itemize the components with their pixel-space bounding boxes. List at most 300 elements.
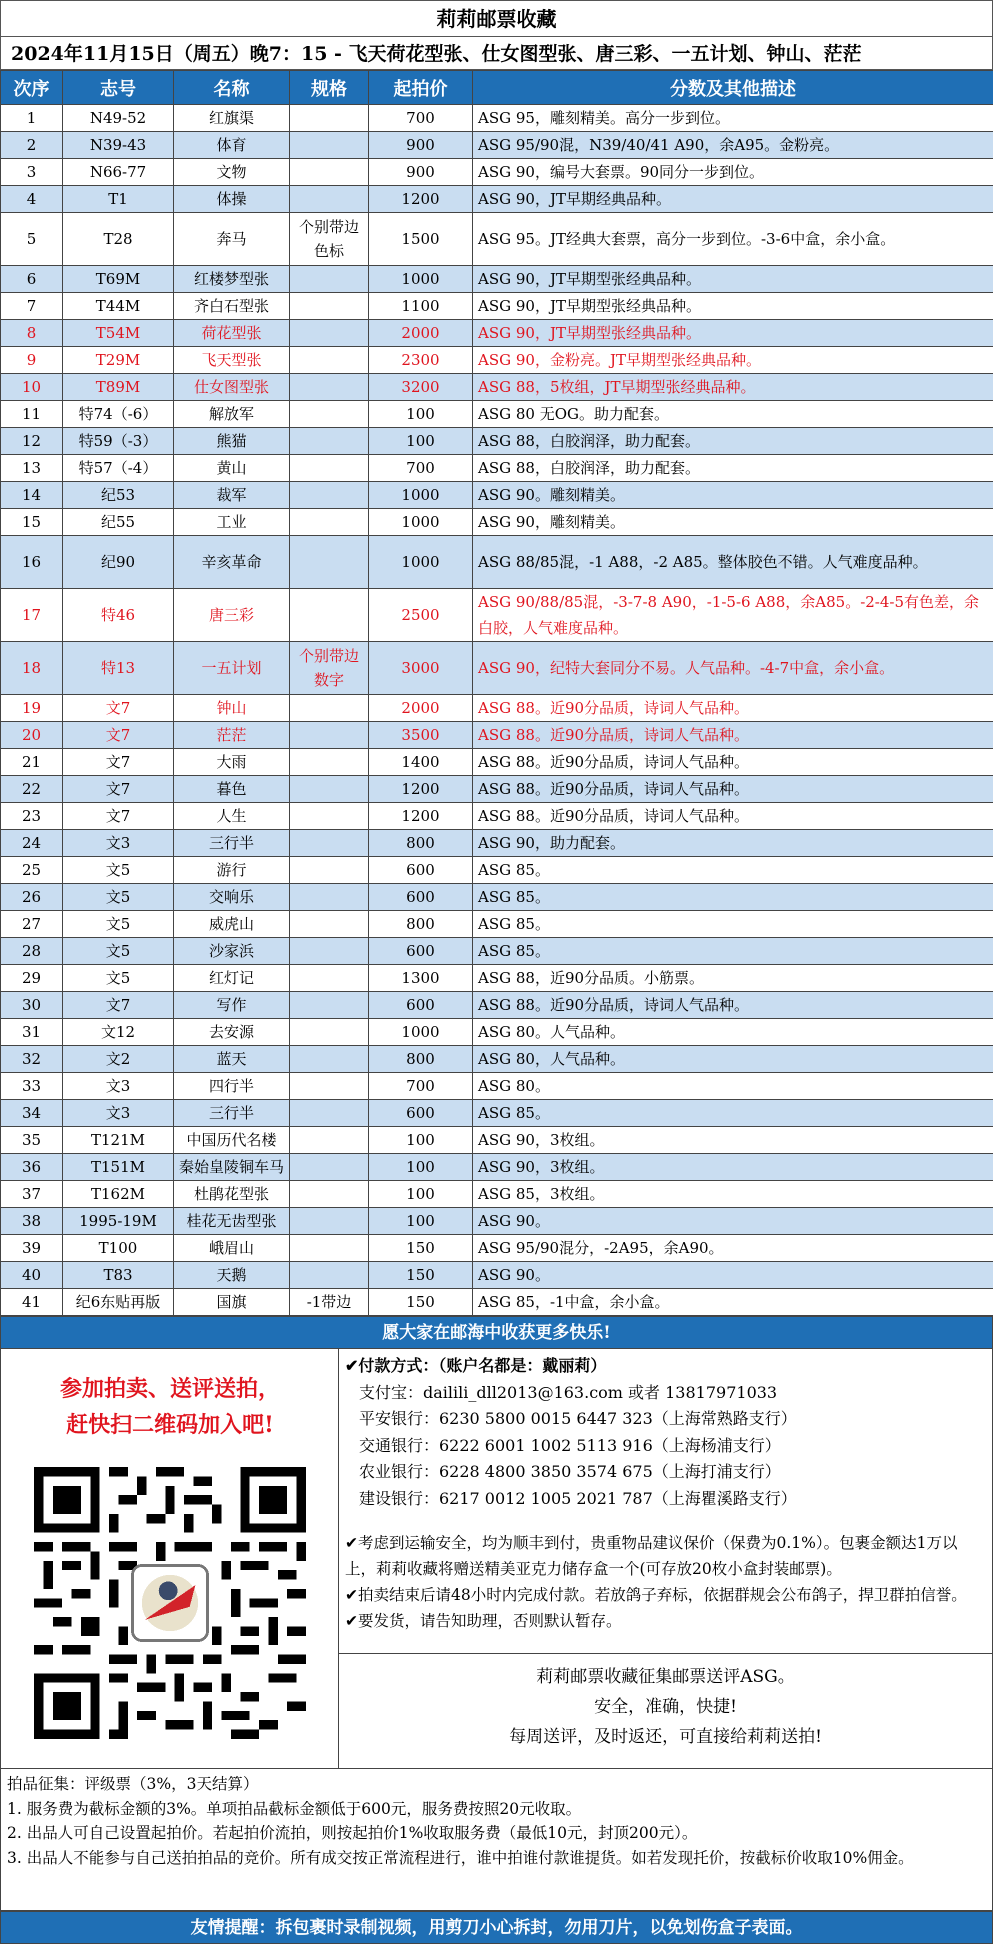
lot-table	[0, 70, 993, 1316]
start-price-cell: 900	[369, 159, 473, 186]
lot-number-cell: 23	[1, 803, 63, 830]
description-cell: ASG 90，JT早期经典品种。	[473, 186, 993, 213]
table-row	[1, 1073, 993, 1100]
lot-number-cell: 24	[1, 830, 63, 857]
promo-line: 赶快扫二维码加入吧!	[1, 1407, 339, 1443]
spec-cell	[290, 803, 369, 830]
spec-cell	[290, 1181, 369, 1208]
description-cell: ASG 90/88/85混，-3-7-8 A90，-1-5-6 A88，余A85。-2-4-5有色差，余白胶，人气难度品种。	[473, 589, 993, 642]
shipping-notes	[345, 1530, 984, 1634]
spec-cell	[290, 911, 369, 938]
start-price-cell: 600	[369, 1100, 473, 1127]
start-price-cell: 2300	[369, 347, 473, 374]
payment-panel	[339, 1349, 992, 1768]
stamp-name-cell: 荷花型张	[174, 320, 290, 347]
description-cell: ASG 80。	[473, 1073, 993, 1100]
stamp-name-cell: 国旗	[174, 1289, 290, 1316]
lot-number-cell: 10	[1, 374, 63, 401]
lot-number-cell: 14	[1, 482, 63, 509]
description-cell: ASG 90。雕刻精美。	[473, 482, 993, 509]
stamp-name-cell: 三行半	[174, 1100, 290, 1127]
stamp-name-cell: 红楼梦型张	[174, 266, 290, 293]
table-row	[1, 857, 993, 884]
page-title: 莉莉邮票收藏	[0, 0, 993, 36]
greeting-banner: 愿大家在邮海中收获更多快乐!	[0, 1316, 993, 1349]
description-cell: ASG 90。	[473, 1208, 993, 1235]
description-cell: ASG 95/90混分，-2A95，余A90。	[473, 1235, 993, 1262]
start-price-cell: 2000	[369, 695, 473, 722]
table-row	[1, 776, 993, 803]
collection-notice	[339, 1653, 992, 1768]
table-row	[1, 536, 993, 589]
spec-cell	[290, 536, 369, 589]
stamp-code-cell: 文5	[63, 884, 174, 911]
description-cell: ASG 80，人气品种。	[473, 1046, 993, 1073]
table-row	[1, 1262, 993, 1289]
spec-cell	[290, 830, 369, 857]
spec-cell	[290, 1100, 369, 1127]
spec-cell	[290, 695, 369, 722]
table-row	[1, 965, 993, 992]
description-cell: ASG 88。近90分品质，诗词人气品种。	[473, 992, 993, 1019]
start-price-cell: 700	[369, 105, 473, 132]
stamp-code-cell: 纪55	[63, 509, 174, 536]
start-price-cell: 3000	[369, 642, 473, 695]
stamp-code-cell: 特46	[63, 589, 174, 642]
spec-cell	[290, 186, 369, 213]
table-row	[1, 642, 993, 695]
table-row	[1, 509, 993, 536]
start-price-cell: 800	[369, 911, 473, 938]
description-cell: ASG 85。	[473, 938, 993, 965]
stamp-code-cell: 文7	[63, 776, 174, 803]
description-cell: ASG 95/90混，N39/40/41 A90，余A95。金粉亮。	[473, 132, 993, 159]
fee-rules	[0, 1769, 993, 1911]
stamp-code-cell: 特57（-4）	[63, 455, 174, 482]
table-row	[1, 1019, 993, 1046]
table-row	[1, 293, 993, 320]
lot-number-cell: 25	[1, 857, 63, 884]
start-price-cell: 100	[369, 1208, 473, 1235]
spec-cell	[290, 347, 369, 374]
start-price-cell: 1000	[369, 266, 473, 293]
spec-cell	[290, 722, 369, 749]
description-cell: ASG 88/85混，-1 A88，-2 A85。整体胶色不错。人气难度品种。	[473, 536, 993, 589]
start-price-cell: 1200	[369, 186, 473, 213]
stamp-code-cell: 特59（-3）	[63, 428, 174, 455]
description-cell: ASG 95。JT经典大套票，高分一步到位。-3-6中盒，余小盒。	[473, 213, 993, 266]
description-cell: ASG 88，白胶润泽，助力配套。	[473, 455, 993, 482]
start-price-cell: 100	[369, 1181, 473, 1208]
stamp-name-cell: 沙家浜	[174, 938, 290, 965]
spec-cell	[290, 1046, 369, 1073]
description-cell: ASG 88，近90分品质。小筋票。	[473, 965, 993, 992]
column-header: 次序	[1, 71, 63, 105]
stamp-name-cell: 写作	[174, 992, 290, 1019]
lot-number-cell: 19	[1, 695, 63, 722]
collection-line: 莉莉邮票收藏征集邮票送评ASG。	[339, 1662, 992, 1692]
description-cell: ASG 88。近90分品质，诗词人气品种。	[473, 803, 993, 830]
description-cell: ASG 90，助力配套。	[473, 830, 993, 857]
stamp-name-cell: 黄山	[174, 455, 290, 482]
description-cell: ASG 85，-1中盒，余小盒。	[473, 1289, 993, 1316]
payment-line: 交通银行：6222 6001 1002 5113 916（上海杨浦支行）	[345, 1433, 986, 1460]
stamp-name-cell: 四行半	[174, 1073, 290, 1100]
spec-cell	[290, 509, 369, 536]
stamp-code-cell: N49-52	[63, 105, 174, 132]
table-row	[1, 749, 993, 776]
description-cell: ASG 95，雕刻精美。高分一步到位。	[473, 105, 993, 132]
lot-number-cell: 11	[1, 401, 63, 428]
column-header: 分数及其他描述	[473, 71, 993, 105]
start-price-cell: 800	[369, 1046, 473, 1073]
spec-cell	[290, 401, 369, 428]
start-price-cell: 2500	[369, 589, 473, 642]
note-item: ✔拍卖结束后请48小时内完成付款。若放鸽子弃标，依据群规会公布鸽子，捍卫群拍信誉。	[345, 1582, 984, 1608]
lot-number-cell: 22	[1, 776, 63, 803]
footer-reminder: 友情提醒：拆包裹时录制视频，用剪刀小心拆封，勿用刀片，以免划伤盒子表面。	[0, 1911, 993, 1944]
note-item: ✔要发货，请告知助理，否则默认暂存。	[345, 1608, 984, 1634]
stamp-name-cell: 暮色	[174, 776, 290, 803]
description-cell: ASG 85。	[473, 911, 993, 938]
spec-cell	[290, 1127, 369, 1154]
table-row	[1, 938, 993, 965]
payment-methods	[345, 1353, 986, 1512]
stamp-name-cell: 工业	[174, 509, 290, 536]
spec-cell	[290, 293, 369, 320]
lot-number-cell: 1	[1, 105, 63, 132]
description-cell: ASG 85，3枚组。	[473, 1181, 993, 1208]
start-price-cell: 2000	[369, 320, 473, 347]
start-price-cell: 900	[369, 132, 473, 159]
fee-item: 3. 出品人不能参与自己送拍拍品的竞价。所有成交按正常流程进行，谁中拍谁付款谁提货。如若发现托价，按截标价收取10%佣金。	[7, 1846, 986, 1871]
table-row	[1, 1100, 993, 1127]
payment-line: 支付宝：dailili_dll2013@163.com 或者 13817971033	[345, 1380, 986, 1407]
column-header: 起拍价	[369, 71, 473, 105]
lot-number-cell: 28	[1, 938, 63, 965]
stamp-code-cell: 文7	[63, 803, 174, 830]
table-row	[1, 695, 993, 722]
stamp-name-cell: 奔马	[174, 213, 290, 266]
stamp-code-cell: T89M	[63, 374, 174, 401]
lot-number-cell: 7	[1, 293, 63, 320]
lot-number-cell: 17	[1, 589, 63, 642]
stamp-name-cell: 齐白石型张	[174, 293, 290, 320]
start-price-cell: 1000	[369, 536, 473, 589]
table-row	[1, 589, 993, 642]
column-header: 规格	[290, 71, 369, 105]
spec-cell	[290, 1073, 369, 1100]
description-cell: ASG 90，雕刻精美。	[473, 509, 993, 536]
lot-number-cell: 31	[1, 1019, 63, 1046]
stamp-code-cell: 文7	[63, 695, 174, 722]
start-price-cell: 1400	[369, 749, 473, 776]
stamp-code-cell: T100	[63, 1235, 174, 1262]
payment-line: 农业银行：6228 4800 3850 3574 675（上海打浦支行）	[345, 1459, 986, 1486]
description-cell: ASG 85。	[473, 857, 993, 884]
stamp-name-cell: 三行半	[174, 830, 290, 857]
stamp-name-cell: 一五计划	[174, 642, 290, 695]
stamp-code-cell: T121M	[63, 1127, 174, 1154]
column-header: 名称	[174, 71, 290, 105]
spec-cell	[290, 1154, 369, 1181]
start-price-cell: 1000	[369, 482, 473, 509]
table-row	[1, 1289, 993, 1316]
description-cell: ASG 90，金粉亮。JT早期型张经典品种。	[473, 347, 993, 374]
start-price-cell: 100	[369, 401, 473, 428]
stamp-name-cell: 游行	[174, 857, 290, 884]
description-cell: ASG 88，白胶润泽，助力配套。	[473, 428, 993, 455]
start-price-cell: 1200	[369, 803, 473, 830]
table-row	[1, 1181, 993, 1208]
lot-number-cell: 39	[1, 1235, 63, 1262]
lot-number-cell: 38	[1, 1208, 63, 1235]
lot-number-cell: 4	[1, 186, 63, 213]
stamp-name-cell: 体操	[174, 186, 290, 213]
start-price-cell: 100	[369, 1154, 473, 1181]
spec-cell	[290, 749, 369, 776]
stamp-name-cell: 桂花无齿型张	[174, 1208, 290, 1235]
stamp-name-cell: 茫茫	[174, 722, 290, 749]
description-cell: ASG 90，JT早期型张经典品种。	[473, 293, 993, 320]
lot-number-cell: 26	[1, 884, 63, 911]
start-price-cell: 150	[369, 1262, 473, 1289]
start-price-cell: 150	[369, 1289, 473, 1316]
lot-number-cell: 5	[1, 213, 63, 266]
lot-number-cell: 36	[1, 1154, 63, 1181]
stamp-code-cell: N66-77	[63, 159, 174, 186]
lot-number-cell: 8	[1, 320, 63, 347]
stamp-name-cell: 解放军	[174, 401, 290, 428]
lot-number-cell: 34	[1, 1100, 63, 1127]
lot-number-cell: 35	[1, 1127, 63, 1154]
lot-table-body	[1, 105, 993, 1316]
start-price-cell: 3200	[369, 374, 473, 401]
info-section	[0, 1349, 993, 1769]
table-row	[1, 374, 993, 401]
stamp-code-cell: T1	[63, 186, 174, 213]
stamp-name-cell: 钟山	[174, 695, 290, 722]
lot-number-cell: 29	[1, 965, 63, 992]
spec-cell	[290, 1235, 369, 1262]
stamp-code-cell: T151M	[63, 1154, 174, 1181]
start-price-cell: 3500	[369, 722, 473, 749]
spec-cell	[290, 589, 369, 642]
description-cell: ASG 90，纪特大套同分不易。人气品种。-4-7中盒，余小盒。	[473, 642, 993, 695]
stamp-code-cell: 文7	[63, 722, 174, 749]
promo-text	[1, 1371, 339, 1443]
table-row	[1, 1127, 993, 1154]
collection-line: 每周送评，及时返还，可直接给莉莉送拍!	[339, 1722, 992, 1752]
spec-cell: -1带边	[290, 1289, 369, 1316]
stamp-code-cell: 文7	[63, 749, 174, 776]
description-cell: ASG 90，JT早期型张经典品种。	[473, 266, 993, 293]
stamp-name-cell: 裁军	[174, 482, 290, 509]
description-cell: ASG 88。近90分品质，诗词人气品种。	[473, 695, 993, 722]
lot-number-cell: 33	[1, 1073, 63, 1100]
table-row	[1, 482, 993, 509]
stamp-name-cell: 中国历代名楼	[174, 1127, 290, 1154]
table-row	[1, 347, 993, 374]
spec-cell	[290, 938, 369, 965]
lot-number-cell: 15	[1, 509, 63, 536]
spec-cell	[290, 965, 369, 992]
description-cell: ASG 90，编号大套票。90同分一步到位。	[473, 159, 993, 186]
stamp-code-cell: 文5	[63, 938, 174, 965]
table-row	[1, 803, 993, 830]
qr-code-icon[interactable]	[34, 1467, 306, 1739]
start-price-cell: 600	[369, 938, 473, 965]
table-row	[1, 722, 993, 749]
table-row	[1, 884, 993, 911]
table-row	[1, 992, 993, 1019]
stamp-code-cell: 文5	[63, 911, 174, 938]
lot-number-cell: 32	[1, 1046, 63, 1073]
stamp-name-cell: 红灯记	[174, 965, 290, 992]
table-row	[1, 213, 993, 266]
qr-panel	[1, 1349, 339, 1768]
column-header: 志号	[63, 71, 174, 105]
description-cell: ASG 80。人气品种。	[473, 1019, 993, 1046]
spec-cell	[290, 1262, 369, 1289]
start-price-cell: 1000	[369, 1019, 473, 1046]
table-row	[1, 428, 993, 455]
description-cell: ASG 90，3枚组。	[473, 1154, 993, 1181]
table-row	[1, 105, 993, 132]
stamp-code-cell: T162M	[63, 1181, 174, 1208]
start-price-cell: 100	[369, 1127, 473, 1154]
spec-cell	[290, 320, 369, 347]
spec-cell: 个别带边色标	[290, 213, 369, 266]
spec-cell	[290, 428, 369, 455]
stamp-name-cell: 交响乐	[174, 884, 290, 911]
promo-line: 参加拍卖、送评送拍，	[1, 1371, 339, 1407]
start-price-cell: 600	[369, 992, 473, 1019]
description-cell: ASG 88，5枚组，JT早期型张经典品种。	[473, 374, 993, 401]
lot-number-cell: 16	[1, 536, 63, 589]
stamp-code-cell: 文5	[63, 857, 174, 884]
stamp-name-cell: 体育	[174, 132, 290, 159]
description-cell: ASG 90。	[473, 1262, 993, 1289]
spec-cell	[290, 455, 369, 482]
start-price-cell: 800	[369, 830, 473, 857]
stamp-name-cell: 红旗渠	[174, 105, 290, 132]
table-row	[1, 911, 993, 938]
spec-cell	[290, 374, 369, 401]
stamp-code-cell: 文7	[63, 992, 174, 1019]
fee-item: 1. 服务费为截标金额的3%。单项拍品截标金额低于600元，服务费按照20元收取。	[7, 1797, 986, 1822]
stamp-code-cell: T44M	[63, 293, 174, 320]
stamp-name-cell: 文物	[174, 159, 290, 186]
fee-item: 拍品征集：评级票（3%，3天结算）	[7, 1772, 986, 1797]
spec-cell	[290, 884, 369, 911]
table-header-row	[1, 71, 993, 105]
start-price-cell: 1200	[369, 776, 473, 803]
stamp-code-cell: 文5	[63, 965, 174, 992]
spec-cell	[290, 159, 369, 186]
fee-item: 2. 出品人可自己设置起拍价。若起拍价流拍，则按起拍价1%收取服务费（最低10元，封顶200元）。	[7, 1821, 986, 1846]
collection-line: 安全，准确，快捷!	[339, 1692, 992, 1722]
payment-heading: ✔付款方式：（账户名都是：戴丽莉）	[345, 1353, 986, 1380]
stamp-code-cell: T54M	[63, 320, 174, 347]
lot-number-cell: 2	[1, 132, 63, 159]
stamp-name-cell: 峨眉山	[174, 1235, 290, 1262]
start-price-cell: 700	[369, 455, 473, 482]
stamp-name-cell: 熊猫	[174, 428, 290, 455]
stamp-code-cell: 特74（-6）	[63, 401, 174, 428]
table-row	[1, 320, 993, 347]
stamp-code-cell: 纪90	[63, 536, 174, 589]
table-row	[1, 186, 993, 213]
stamp-code-cell: 文12	[63, 1019, 174, 1046]
description-cell: ASG 90，3枚组。	[473, 1127, 993, 1154]
stamp-code-cell: 纪6东贴再版	[63, 1289, 174, 1316]
lot-number-cell: 20	[1, 722, 63, 749]
start-price-cell: 1100	[369, 293, 473, 320]
spec-cell	[290, 776, 369, 803]
stamp-name-cell: 秦始皇陵铜车马	[174, 1154, 290, 1181]
description-cell: ASG 90，JT早期型张经典品种。	[473, 320, 993, 347]
stamp-code-cell: 文3	[63, 1073, 174, 1100]
description-cell: ASG 88。近90分品质，诗词人气品种。	[473, 776, 993, 803]
start-price-cell: 600	[369, 884, 473, 911]
table-row	[1, 401, 993, 428]
lot-number-cell: 3	[1, 159, 63, 186]
stamp-name-cell: 天鹅	[174, 1262, 290, 1289]
spec-cell	[290, 857, 369, 884]
payment-line: 平安银行：6230 5800 0015 6447 323（上海常熟路支行）	[345, 1406, 986, 1433]
lot-number-cell: 40	[1, 1262, 63, 1289]
stamp-name-cell: 大雨	[174, 749, 290, 776]
spec-cell	[290, 132, 369, 159]
start-price-cell: 1300	[369, 965, 473, 992]
table-row	[1, 1235, 993, 1262]
stamp-code-cell: 1995-19M	[63, 1208, 174, 1235]
lot-number-cell: 21	[1, 749, 63, 776]
note-item: ✔考虑到运输安全，均为顺丰到付，贵重物品建议保价（保费为0.1%）。包裹金额达1万以上，莉莉收藏将赠送精美亚克力储存盒一个(可存放20枚小盒封装邮票)。	[345, 1530, 984, 1582]
spec-cell: 个别带边数字	[290, 642, 369, 695]
lot-number-cell: 41	[1, 1289, 63, 1316]
stamp-name-cell: 威虎山	[174, 911, 290, 938]
start-price-cell: 1000	[369, 509, 473, 536]
table-row	[1, 1154, 993, 1181]
description-cell: ASG 85。	[473, 884, 993, 911]
stamp-name-cell: 去安源	[174, 1019, 290, 1046]
stamp-code-cell: 纪53	[63, 482, 174, 509]
lot-number-cell: 9	[1, 347, 63, 374]
table-row	[1, 132, 993, 159]
lot-number-cell: 12	[1, 428, 63, 455]
spec-cell	[290, 992, 369, 1019]
payment-line: 建设银行：6217 0012 1005 2021 787（上海瞿溪路支行）	[345, 1486, 986, 1513]
lot-number-cell: 30	[1, 992, 63, 1019]
stamp-name-cell: 唐三彩	[174, 589, 290, 642]
stamp-code-cell: T28	[63, 213, 174, 266]
spec-cell	[290, 482, 369, 509]
table-row	[1, 1208, 993, 1235]
table-row	[1, 830, 993, 857]
spec-cell	[290, 1208, 369, 1235]
table-row	[1, 266, 993, 293]
stamp-name-cell: 蓝天	[174, 1046, 290, 1073]
stamp-code-cell: T29M	[63, 347, 174, 374]
stamp-name-cell: 辛亥革命	[174, 536, 290, 589]
stamp-code-cell: 文3	[63, 1100, 174, 1127]
stamp-code-cell: T83	[63, 1262, 174, 1289]
lot-number-cell: 6	[1, 266, 63, 293]
spec-cell	[290, 266, 369, 293]
lot-number-cell: 37	[1, 1181, 63, 1208]
